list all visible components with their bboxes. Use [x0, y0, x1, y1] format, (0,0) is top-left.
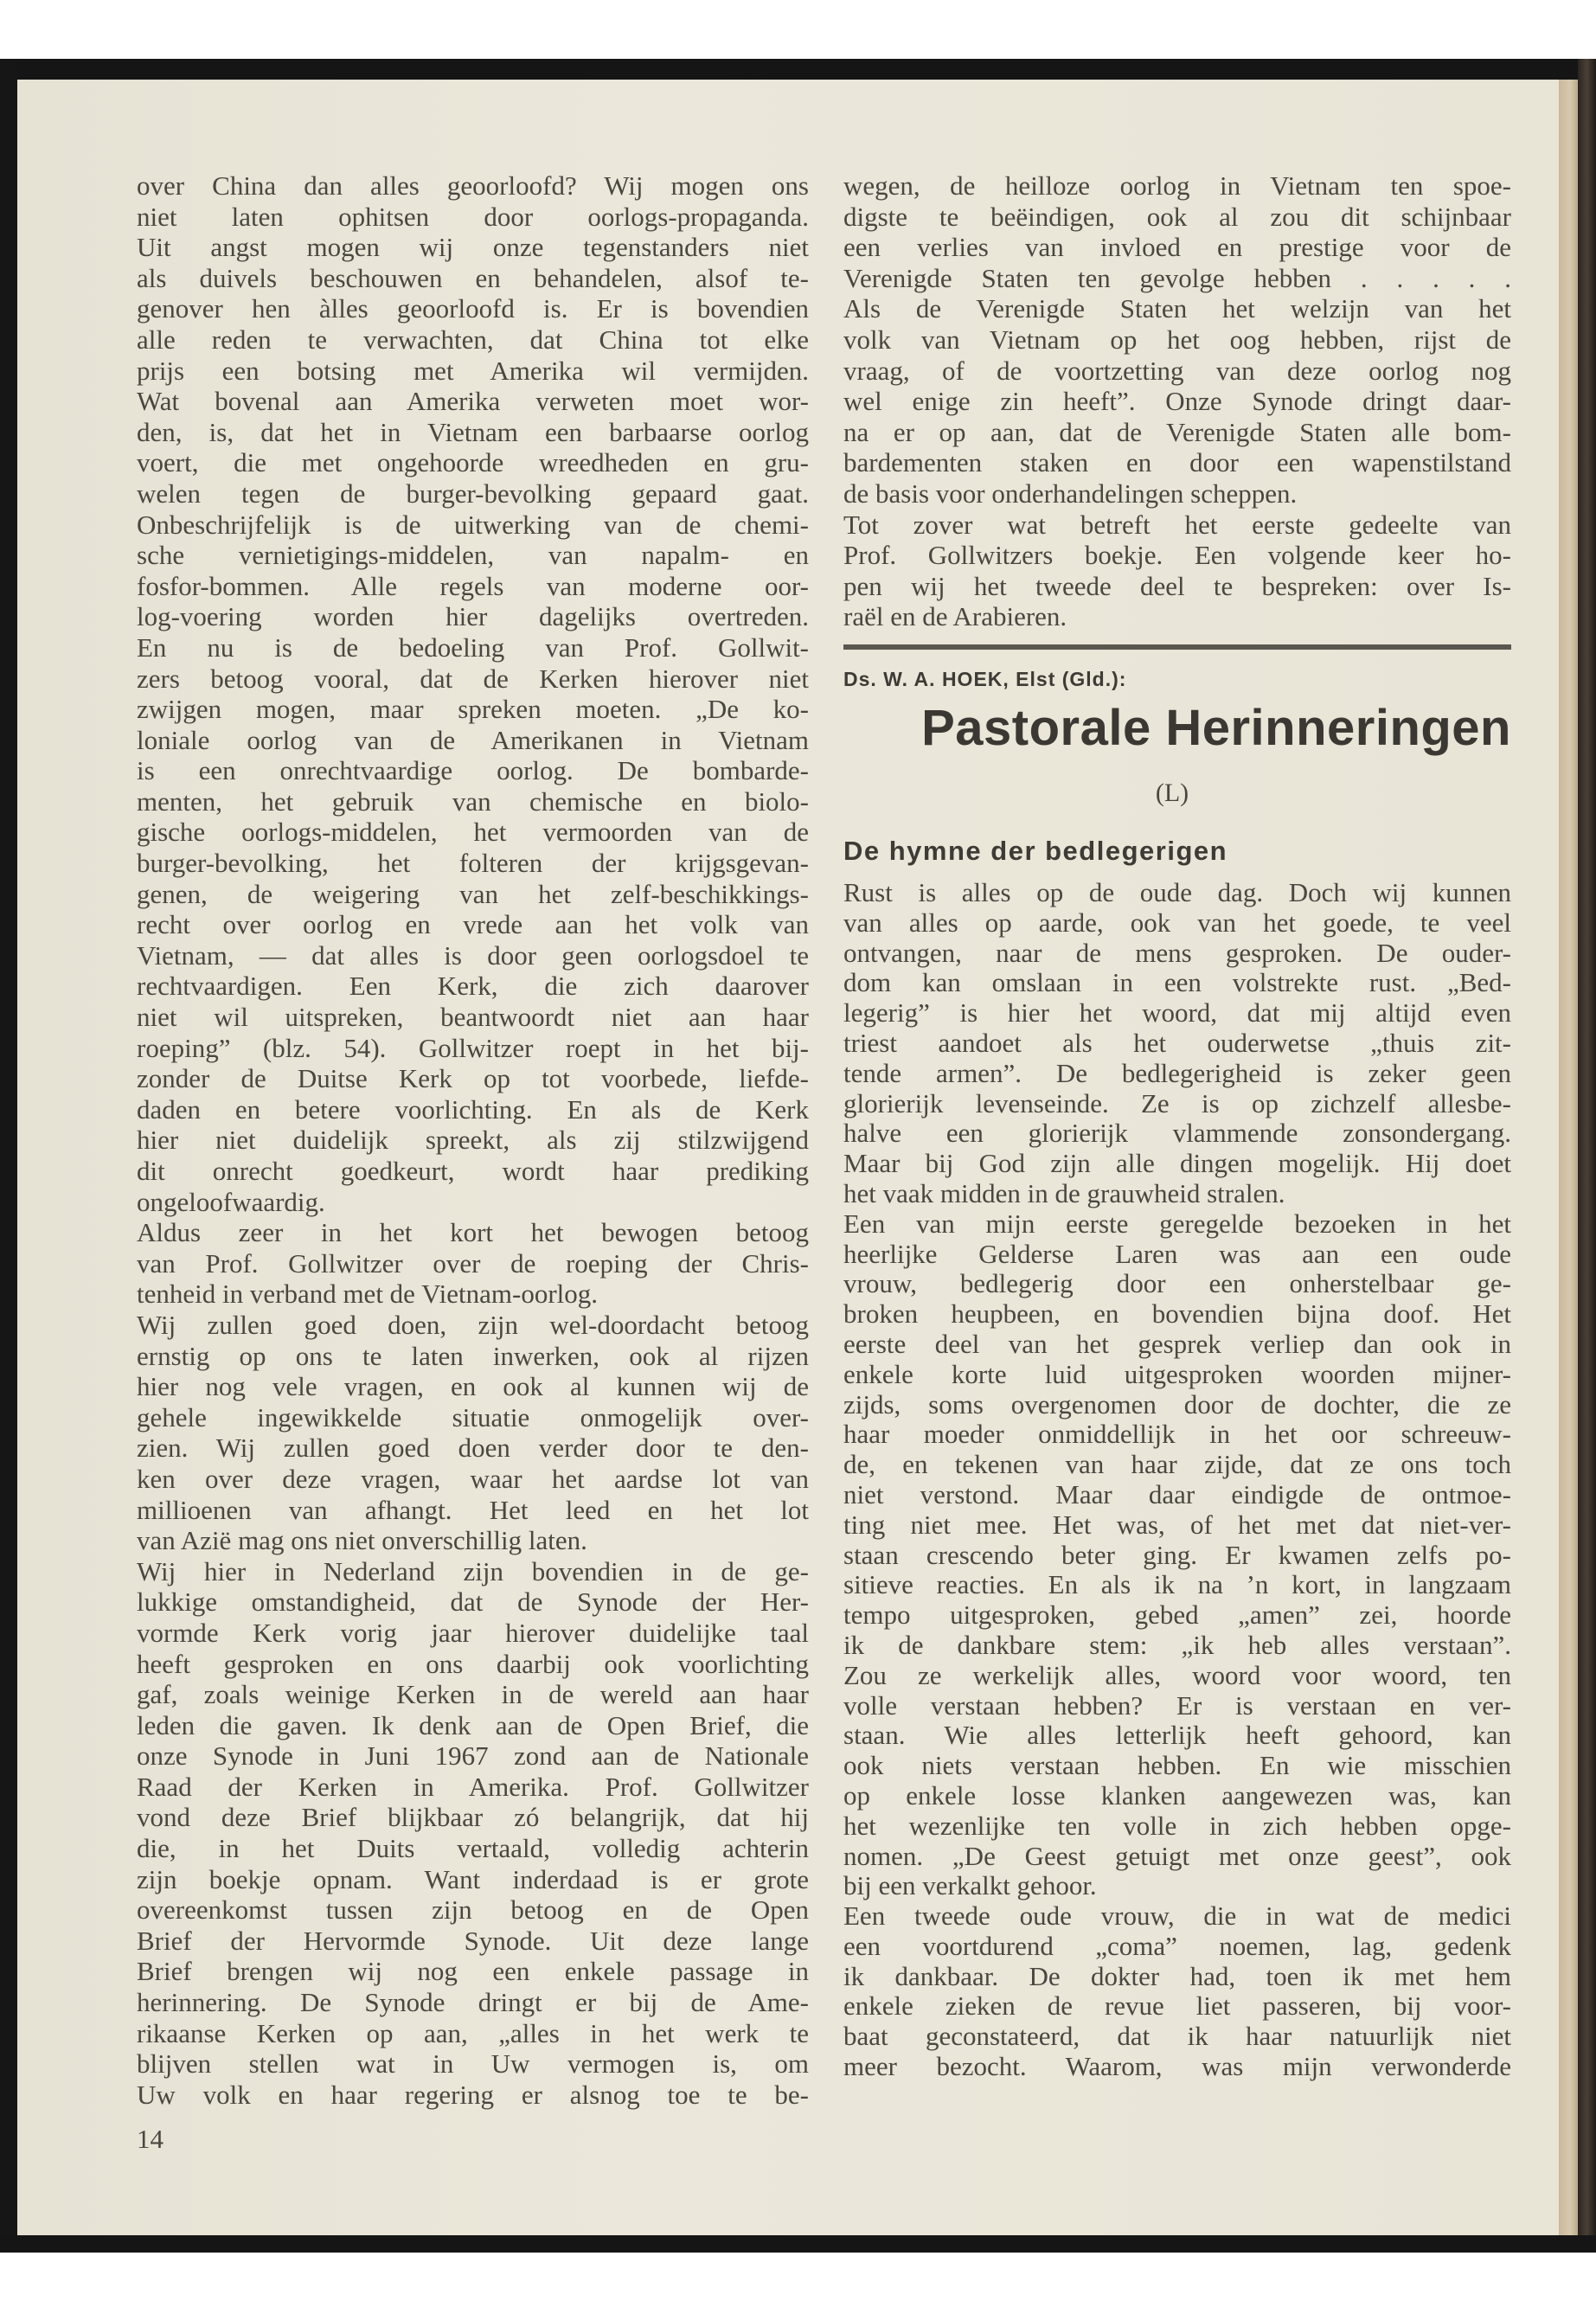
- text-line: dom kan omslaan in een volstrekte rust. „Bed-: [843, 967, 1511, 998]
- text-line: triest aandoet als het ouderwetse „thuis zit-: [843, 1027, 1511, 1058]
- text-line: van Azië mag ons niet onverschillig laten.: [137, 1525, 587, 1556]
- page-edge-shadow: [1559, 80, 1578, 2237]
- text-line: als duivels beschouwen en behandelen, alsof te-: [137, 262, 809, 293]
- text-line: zwijgen mogen, maar spreken moeten. „De ko-: [137, 694, 809, 725]
- text-line: pen wij het tweede deel te bespreken: over Is-: [843, 570, 1511, 601]
- text-line: tempo uitgesproken, gebed „amen” zei, hoorde: [843, 1599, 1511, 1631]
- text-line: Een tweede oude vrouw, die in wat de medici: [843, 1900, 1511, 1932]
- text-line: broken heupbeen, en bovendien bijna doof. Het: [843, 1298, 1511, 1330]
- text-line: millioenen van afhangt. Het leed en het lot: [137, 1494, 809, 1525]
- text-line: glorierijk levenseinde. Ze is op zichzelf allesbe-: [843, 1087, 1511, 1118]
- text-line: wegen, de heilloze oorlog in Vietnam ten spoe-: [843, 170, 1511, 201]
- text-line: haar moeder onmiddellijk in het oor schreeuw-: [843, 1419, 1511, 1450]
- text-line: rikaanse Kerken op aan, „alles in het werk te: [137, 2017, 809, 2048]
- text-line: enkele korte luid uitgesproken woorden mijner-: [843, 1358, 1511, 1389]
- article-title: Pastorale Herinneringen: [921, 700, 1511, 756]
- text-line: roeping” (blz. 54). Gollwitzer roept in het bij-: [137, 1032, 809, 1063]
- text-line: zien. Wij zullen goed doen verder door te den-: [137, 1433, 809, 1464]
- text-line: sche vernietigings-middelen, van napalm- en: [137, 540, 809, 571]
- text-line: meer bezocht. Waarom, was mijn verwonderde: [843, 2051, 1511, 2082]
- text-line: de, en tekenen van haar zijde, dat ze ons toch: [843, 1449, 1511, 1480]
- paragraph: [843, 1209, 1511, 1901]
- text-line: van alles op aarde, ook van het goede, te veel: [843, 907, 1511, 938]
- text-line: het wezenlijke ten volle in zich hebben opge-: [843, 1810, 1511, 1841]
- paragraph: [137, 170, 809, 1217]
- text-line: Een van mijn eerste geregelde bezoeken in het: [843, 1208, 1511, 1239]
- text-line: eerste deel van het gesprek verliep dan ook in: [843, 1328, 1511, 1359]
- text-line: Brief der Hervormde Synode. Uit deze lange: [137, 1925, 809, 1956]
- scan-border-top: [0, 59, 1596, 81]
- text-line: baat geconstateerd, dat ik haar natuurlijk niet: [843, 2021, 1511, 2052]
- text-line: Prof. Gollwitzers boekje. Een volgende keer ho-: [843, 540, 1511, 571]
- text-line: ongeloofwaardig.: [137, 1186, 325, 1217]
- article-part-number: (L): [1155, 779, 1189, 807]
- text-line: halve een glorierijk vlammende zonsondergang.: [843, 1118, 1511, 1149]
- text-line: welen tegen de burger-bevolking gepaard gaat.: [137, 478, 809, 509]
- text-line: ken over deze vragen, waar het aardse lot van: [137, 1463, 809, 1494]
- text-line: ik de dankbare stem: „ik heb alles verstaan”.: [843, 1629, 1511, 1660]
- text-line: Vietnam, — dat alles is door geen oorlogsdoel te: [137, 939, 809, 971]
- text-line: Brief brengen wij nog een enkele passage in: [137, 1956, 809, 1987]
- text-line: ook niets verstaan hebben. En wie misschien: [843, 1750, 1511, 1781]
- text-line: En nu is de bedoeling van Prof. Gollwit-: [137, 631, 809, 663]
- text-line: nomen. „De Geest getuigt met onze geest”, ook: [843, 1840, 1511, 1871]
- article-byline: Ds. W. A. HOEK, Elst (Gld.):: [843, 668, 1127, 690]
- text-line: den, is, dat het in Vietnam een barbaarse oorlog: [137, 416, 809, 447]
- text-line: Zou ze werkelijk alles, woord voor woord, ten: [843, 1659, 1511, 1690]
- paragraph: [137, 1556, 809, 2111]
- paragraph: [843, 170, 1511, 510]
- text-line: zers betoog vooral, dat de Kerken hierover niet: [137, 663, 809, 694]
- text-line: lukkige omstandigheid, dat de Synode der Her-: [137, 1586, 809, 1618]
- text-line: Wat bovenal aan Amerika verweten moet wor-: [137, 386, 809, 417]
- text-line: Wij zullen goed doen, zijn wel-doordacht betoog: [137, 1309, 809, 1340]
- text-line: ernstig op ons te laten inwerken, ook al rijzen: [137, 1340, 809, 1371]
- text-line: dit onrecht goedkeurt, wordt haar prediking: [137, 1156, 809, 1186]
- text-line: voert, die met ongehoorde wreedheden en gru-: [137, 447, 809, 478]
- text-line: die, in het Duits vertaald, volledig achterin: [137, 1833, 809, 1864]
- text-line: Raad der Kerken in Amerika. Prof. Gollwitzer: [137, 1771, 809, 1802]
- text-line: sitieve reacties. En als ik na ’n kort, in langzaam: [843, 1569, 1511, 1600]
- text-line: zijds, soms overgenomen door de dochter, die ze: [843, 1388, 1511, 1420]
- text-line: niet laten ophitsen door oorlogs-propaganda.: [137, 201, 809, 232]
- text-line: van Prof. Gollwitzer over de roeping der Chris-: [137, 1247, 809, 1279]
- text-line: hier nog vele vragen, en ook al kunnen wij de: [137, 1371, 809, 1402]
- text-line: vormde Kerk vorig jaar hierover duidelijke taal: [137, 1617, 809, 1648]
- text-line: volk van Vietnam op het oog hebben, rijst de: [843, 324, 1511, 355]
- text-line: staan. Wie alles letterlijk heeft gehoord, kan: [843, 1720, 1511, 1751]
- text-line: menten, het gebruik van chemische en biolo-: [137, 785, 809, 817]
- text-line: gaf, zoals weinige Kerken in de wereld aan haar: [137, 1679, 809, 1710]
- text-line: het vaak midden in de grauwheid stralen.: [843, 1177, 1285, 1208]
- text-line: overeenkomst tussen zijn betoog en de Open: [137, 1894, 809, 1926]
- text-line: bardementen staken en door een wapenstilstand: [843, 447, 1511, 478]
- text-line: legerig” is hier het woord, dat mij altijd even: [843, 997, 1511, 1029]
- text-line: volle verstaan hebben? Er is verstaan en ver-: [843, 1689, 1511, 1721]
- text-line: digste te beëindigen, ook al zou dit schijnbaar: [843, 201, 1511, 232]
- text-line: loniale oorlog van de Amerikanen in Vietnam: [137, 724, 809, 755]
- text-line: na er op aan, dat de Verenigde Staten alle bom-: [843, 416, 1511, 447]
- text-line: prijs een botsing met Amerika wil vermijden.: [137, 355, 809, 386]
- text-line: genover hen àlles geoorloofd is. Er is bovendien: [137, 293, 809, 324]
- book-binding-edge: [1578, 59, 1596, 2253]
- text-line: is een onrechtvaardige oorlog. De bombarde-: [137, 755, 809, 786]
- text-line: Aldus zeer in het kort het bewogen betoog: [137, 1217, 809, 1248]
- paragraph: [843, 510, 1511, 632]
- text-line: onze Synode in Juni 1967 zond aan de Nationale: [137, 1740, 809, 1772]
- text-line: een verlies van invloed en prestige voor de: [843, 232, 1511, 263]
- text-line: alle reden te verwachten, dat China tot elke: [137, 324, 809, 355]
- text-line: niet wil uitspreken, beantwoordt niet aan haar: [137, 1002, 809, 1033]
- text-line: een voortdurend „coma” noemen, lag, gedenk: [843, 1930, 1511, 1961]
- text-line: zijn boekje opnam. Want inderdaad is er grote: [137, 1863, 809, 1894]
- text-line: Als de Verenigde Staten het welzijn van het: [843, 293, 1511, 324]
- text-line: ik dankbaar. De dokter had, toen ik met hem: [843, 1960, 1511, 1991]
- text-line: Verenigde Staten ten gevolge hebben . . . . .: [843, 262, 1511, 293]
- text-line: raël en de Arabieren.: [843, 601, 1067, 632]
- text-line: enkele zieken de revue liet passeren, bij voor-: [843, 1990, 1511, 2022]
- text-line: Maar bij God zijn alle dingen mogelijk. Hij doet: [843, 1148, 1511, 1179]
- scan-border-left: [0, 59, 17, 2253]
- text-line: blijven stellen wat in Uw vermogen is, om: [137, 2048, 809, 2080]
- text-line: daden en betere voorlichting. En als de Kerk: [137, 1093, 809, 1125]
- article-separator-rule: [843, 644, 1511, 650]
- text-line: vrouw, bedlegerig door een onherstelbaar ge-: [843, 1268, 1511, 1299]
- text-line: leden die gaven. Ik denk aan de Open Brief, die: [137, 1709, 809, 1740]
- text-line: tende armen”. De bedlegerigheid is zeker geen: [843, 1057, 1511, 1088]
- text-line: herinnering. De Synode dringt er bij de Ame-: [137, 1987, 809, 2018]
- text-line: heeft gesproken en ons daarbij ook voorlichting: [137, 1648, 809, 1679]
- text-line: staan crescendo beter ging. Er kwamen zelfs po-: [843, 1539, 1511, 1570]
- text-line: vraag, of de voortzetting van deze oorlog nog: [843, 355, 1511, 386]
- text-line: ontvangen, naar de mens gesproken. De ouder-: [843, 937, 1511, 968]
- article-subheading: De hymne der bedlegerigen: [843, 836, 1228, 866]
- text-line: Uit angst mogen wij onze tegenstanders niet: [137, 232, 809, 263]
- text-line: burger-bevolking, het folteren der krijgsgevan-: [137, 848, 809, 879]
- text-line: zonder de Duitse Kerk op tot voorbede, liefde-: [137, 1063, 809, 1094]
- text-line: Wij hier in Nederland zijn bovendien in de ge-: [137, 1555, 809, 1586]
- text-line: rechtvaardigen. Een Kerk, die zich daarover: [137, 971, 809, 1002]
- text-line: recht over oorlog en vrede aan het volk van: [137, 909, 809, 940]
- article-body-text: [843, 878, 1511, 2082]
- text-line: fosfor-bommen. Alle regels van moderne oor-: [137, 570, 809, 601]
- left-column-text: [137, 170, 809, 2110]
- text-line: Onbeschrijfelijk is de uitwerking van de chemi-: [137, 509, 809, 540]
- paragraph: [843, 1901, 1511, 2082]
- text-line: tenheid in verband met de Vietnam-oorlog.: [137, 1279, 599, 1310]
- text-line: genen, de weigering van het zelf-beschikkings-: [137, 878, 809, 909]
- text-line: de basis voor onderhandelingen scheppen.: [843, 478, 1298, 509]
- scan-border-bottom: [0, 2235, 1596, 2253]
- text-line: heerlijke Gelderse Laren was aan een oude: [843, 1238, 1511, 1269]
- paragraph: [137, 1310, 809, 1556]
- text-line: vond deze Brief blijkbaar zó belangrijk, dat hij: [137, 1802, 809, 1833]
- text-line: niet verstond. Maar daar eindigde de ontmoe-: [843, 1478, 1511, 1509]
- text-line: op enkele losse klanken aangewezen was, kan: [843, 1779, 1511, 1811]
- text-line: Uw volk en haar regering er alsnog toe te be-: [137, 2079, 809, 2110]
- text-line: gehele ingewikkelde situatie onmogelijk over-: [137, 1401, 809, 1433]
- text-line: wel enige zin heeft”. Onze Synode dringt daar-: [843, 386, 1511, 417]
- right-column-continued-text: [843, 170, 1511, 632]
- text-line: over China dan alles geoorloofd? Wij mogen ons: [137, 170, 809, 201]
- text-line: hier niet duidelijk spreekt, als zij stilzwijgend: [137, 1125, 809, 1156]
- paragraph: [137, 1217, 809, 1310]
- text-line: gische oorlogs-middelen, het vermoorden van de: [137, 817, 809, 848]
- paragraph: [843, 878, 1511, 1209]
- text-line: Tot zover wat betreft het eerste gedeelte van: [843, 509, 1511, 540]
- text-line: bij een verkalkt gehoor.: [843, 1870, 1097, 1901]
- text-line: log-voering worden hier dagelijks overtreden.: [137, 601, 809, 632]
- text-line: ting niet mee. Het was, of het met dat niet-ver-: [843, 1509, 1511, 1540]
- text-line: Rust is alles op de oude dag. Doch wij kunnen: [843, 877, 1511, 907]
- page-number: 14: [137, 2124, 163, 2154]
